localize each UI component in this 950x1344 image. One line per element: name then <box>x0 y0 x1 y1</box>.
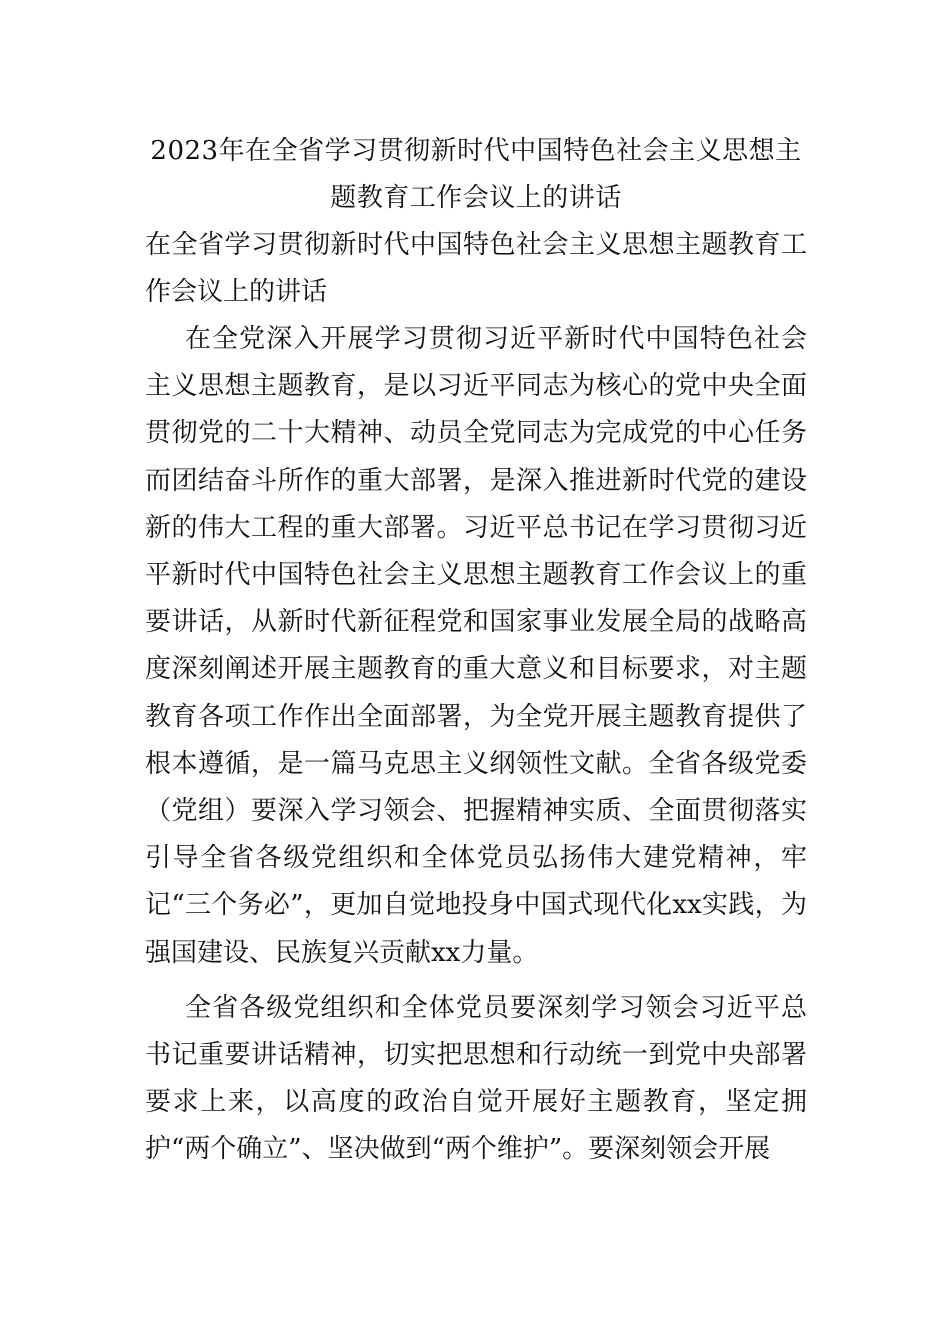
paragraph-1: 在全党深入开展学习贯彻习近平新时代中国特色社会主义思想主题教育，是以习近平同志为核心的党中央全面贯彻党的二十大精神、动员全党同志为完成党的中心任务而团结奋斗所作的重大部署，是深入推进新时代党的建设新的伟大工程的重大部署。习近平总书记在学习贯彻习近平新时代中国特色社会主义思想主题教育工作会议上的重要讲话，从新时代新征程党和国家事业发展全局的战略高度深刻阐述开展主题教育的重大意义和目标要求，对主题教育各项工作作出全面部署，为全党开展主题教育提供了根本遵循，是一篇马克思主义纲领性文献。全省各级党委（党组）要深入学习领会、把握精神实质、全面贯彻落实引导全省各级党组织和全体党员弘扬伟大建党精神，牢记“三个务必”，更加自觉地投身中国式现代化xx实践，为强国建设、民族复兴贡献xx力量。 <box>145 324 807 968</box>
document-subtitle: 在全省学习贯彻新时代中国特色社会主义思想主题教育工作会议上的讲话 <box>145 230 807 307</box>
paragraph-2: 全省各级党组织和全体党员要深刻学习领会习近平总书记重要讲话精神，切实把思想和行动统一到党中央部署要求上来，以高度的政治自觉开展好主题教育，坚定拥护“两个确立”、坚决做到“两个维护”。要深刻领会开展 <box>145 992 807 1165</box>
document-title: 2023年在全省学习贯彻新时代中国特色社会主义思想主题教育工作会议上的讲话 <box>150 136 802 213</box>
document-body <box>145 128 807 1174</box>
